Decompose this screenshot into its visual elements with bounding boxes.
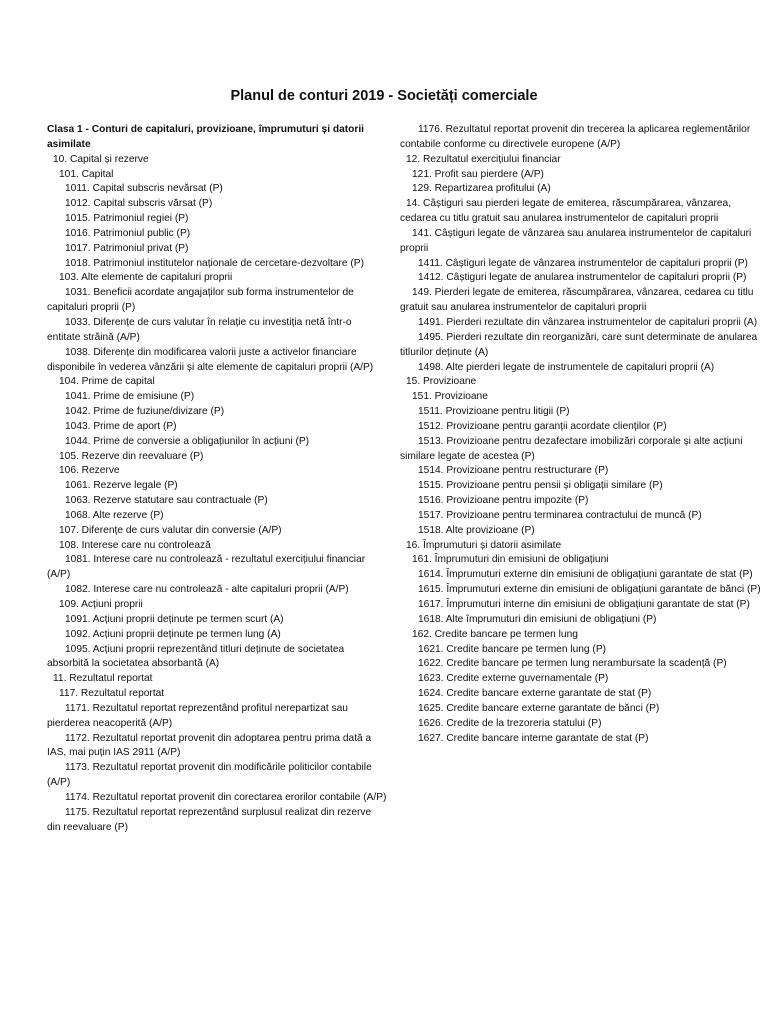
account-entry: 1412. Câștiguri legate de anularea instrumentelor de capitaluri proprii (P) (418, 272, 747, 284)
account-entry: 1042. Prime de fuziune/divizare (P) (65, 406, 225, 418)
account-entry: 1012. Capital subscris vărsat (P) (65, 198, 213, 210)
account-entry: 1627. Credite bancare interne garantate de stat (P) (418, 732, 649, 744)
account-entry: 1173. Rezultatul reportat provenit din modificările politicilor contabile (A/P) (47, 762, 372, 789)
account-entry: 1622. Credite bancare pe termen lung nerambursate la scadență (P) (418, 658, 727, 670)
account-entry: 1174. Rezultatul reportat provenit din corectarea erorilor contabile (A/P) (65, 791, 387, 803)
account-entry: 1011. Capital subscris nevărsat (P) (65, 183, 223, 195)
account-entry: 1516. Provizioane pentru impozite (P) (418, 495, 589, 507)
account-entry: 141. Câștiguri legate de vânzarea sau anularea instrumentelor de capitaluri proprii (400, 227, 752, 254)
account-entry: 1015. Patrimoniul regiei (P) (65, 213, 189, 225)
account-entry: 1615. Împrumuturi externe din emisiuni de obligațiuni garantate de bănci (P) (418, 584, 761, 596)
account-entry: 117. Rezultatul reportat (59, 688, 165, 700)
account-entry: 162. Credite bancare pe termen lung (412, 628, 578, 640)
account-entry: 1626. Credite de la trezoreria statului (P) (418, 717, 602, 729)
document-title: Planul de conturi 2019 - Societăți comerciale (230, 88, 538, 104)
account-entry: 1081. Interese care nu controlează - rezultatul exercițiului financiar (A/P) (47, 554, 366, 581)
account-entry: 12. Rezultatul exercițiului financiar (406, 153, 561, 165)
account-entry: 1624. Credite bancare externe garantate de stat (P) (418, 688, 652, 700)
account-entry: 1411. Câștiguri legate de vânzarea instrumentelor de capitaluri proprii (P) (418, 257, 748, 269)
account-entry: 1514. Provizioane pentru restructurare (P) (418, 465, 609, 477)
account-entry: 104. Prime de capital (59, 376, 155, 388)
account-entry: 1518. Alte provizioane (P) (418, 524, 535, 536)
account-entry: 1172. Rezultatul reportat provenit din adoptarea pentru prima dată a IAS, mai puțin IAS 2911 (A/P) (47, 732, 372, 759)
account-entry: 1495. Pierderi rezultate din reorganizări, care sunt determinate de anularea titlurilor deținute (A) (400, 331, 758, 358)
left-column (47, 123, 387, 836)
account-entry: 1511. Provizioane pentru litigii (P) (418, 406, 570, 418)
account-entry: 1175. Rezultatul reportat reprezentând surplusul realizat din rezerve din reevaluare (P) (47, 806, 372, 833)
account-entry: 1176. Rezultatul reportat provenit din trecerea la aplicarea reglementărilor contabile conforme cu directivele europene (A/P) (400, 124, 751, 150)
account-entry: 1491. Pierderi rezultate din vânzarea instrumentelor de capitaluri proprii (A) (418, 316, 758, 328)
account-entry: 1621. Credite bancare pe termen lung (P) (418, 643, 607, 655)
account-entry: 161. Împrumuturi din emisiuni de obligațiuni (412, 554, 609, 566)
account-entry: 1498. Alte pierderi legate de instrumentele de capitaluri proprii (A) (418, 361, 715, 373)
account-entry: 1512. Provizioane pentru garanții acordate clienților (P) (418, 420, 667, 432)
account-entry: 14. Câștiguri sau pierderi legate de emiterea, răscumpărarea, vânzarea, cedarea cu titlu gratuit sau anularea instrumentelor de capitaluri proprii (400, 198, 732, 225)
account-entry: 1016. Patrimoniul public (P) (65, 227, 191, 239)
account-entry: 1038. Diferențe din modificarea valorii juste a activelor financiare disponibile în vederea vânzării și alte elemente de capitaluri proprii (A/P) (47, 346, 374, 373)
account-entry: 103. Alte elemente de capitaluri proprii (59, 272, 233, 284)
account-entry: 129. Repartizarea profitului (A) (412, 183, 551, 195)
account-entry: 1033. Diferențe de curs valutar în relație cu investiția netă într-o entitate străină (A/P) (47, 316, 352, 343)
account-entry: 121. Profit sau pierdere (A/P) (412, 168, 544, 180)
account-entry: 1091. Acțiuni proprii deținute pe termen scurt (A) (65, 613, 284, 625)
account-entry: 1017. Patrimoniul privat (P) (65, 242, 189, 254)
account-entry: 15. Provizioane (406, 376, 477, 388)
account-entry: 1171. Rezultatul reportat reprezentând profitul nerepartizat sau pierderea neacoperită (A/P) (47, 702, 348, 729)
account-entry: 1063. Rezerve statutare sau contractuale (P) (65, 495, 268, 507)
account-entry: 1092. Acțiuni proprii deținute pe termen lung (A) (65, 628, 281, 640)
account-entry: 1018. Patrimoniul institutelor naționale de cercetare-dezvoltare (P) (65, 257, 364, 269)
account-entry: 101. Capital (59, 168, 114, 180)
account-entry: 1061. Rezerve legale (P) (65, 480, 178, 492)
account-entry: 151. Provizioane (412, 391, 488, 403)
account-entry: 109. Acțiuni proprii (59, 599, 143, 610)
account-entry: 1618. Alte împrumuturi din emisiuni de obligațiuni (P) (418, 613, 657, 625)
account-entry: 149. Pierderi legate de emiterea, răscumpărarea, vânzarea, cedarea cu titlu gratuit sau anularea instrumentelor de capitaluri proprii (400, 287, 754, 314)
account-entry: 1515. Provizioane pentru pensii și obligații similare (P) (418, 480, 663, 492)
account-entry: 1625. Credite bancare externe garantate de bănci (P) (418, 702, 660, 714)
account-entry: 1517. Provizioane pentru terminarea contractului de muncă (P) (418, 509, 702, 521)
account-entry: 1068. Alte rezerve (P) (65, 509, 164, 521)
account-entry: 1043. Prime de aport (P) (65, 420, 177, 432)
account-entry: 105. Rezerve din reevaluare (P) (59, 450, 204, 462)
account-entry: 16. Împrumuturi și datorii asimilate (406, 539, 562, 551)
account-entry: 108. Interese care nu controlează (59, 539, 211, 551)
right-column (400, 123, 768, 746)
account-entry: 107. Diferențe de curs valutar din conversie (A/P) (59, 524, 282, 536)
account-entry: 1041. Prime de emisiune (P) (65, 391, 195, 403)
account-entry: 1031. Beneficii acordate angajaților sub forma instrumentelor de capitaluri proprii (P) (47, 287, 354, 314)
account-entry: 1095. Acțiuni proprii reprezentând titluri deținute de societatea absorbită la societatea absorbantă (A) (47, 643, 345, 670)
account-entry: 1614. Împrumuturi externe din emisiuni de obligațiuni garantate de stat (P) (418, 569, 753, 581)
class-heading: Clasa 1 - Conturi de capitaluri, provizioane, împrumuturi și datorii asimilate (47, 124, 364, 150)
account-entry: 10. Capital și rezerve (53, 153, 149, 165)
account-entry: 1044. Prime de conversie a obligațiunilor în acțiuni (P) (65, 435, 310, 447)
account-entry: 1513. Provizioane pentru dezafectare imobilizări corporale și alte acțiuni similare legate de acestea (P) (400, 435, 743, 462)
account-entry: 11. Rezultatul reportat (53, 673, 153, 685)
account-entry: 1082. Interese care nu controlează - alte capitaluri proprii (A/P) (65, 584, 349, 596)
account-entry: 1617. Împrumuturi interne din emisiuni de obligațiuni garantate de stat (P) (418, 599, 750, 610)
account-entry: 1623. Credite externe guvernamentale (P) (418, 673, 609, 685)
account-entry: 106. Rezerve (59, 465, 120, 477)
